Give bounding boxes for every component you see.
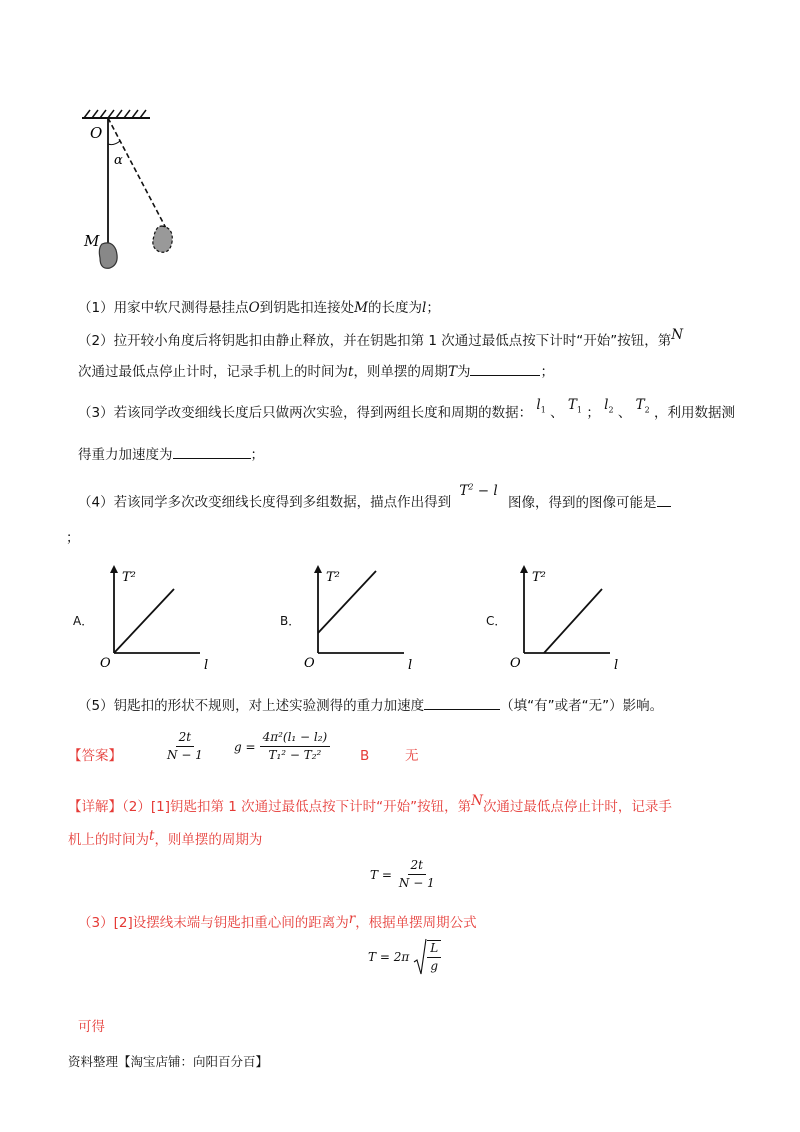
detail-equation-2: T = 2π $\frac{L}{g}$ (368, 938, 441, 976)
answer-blank-influence[interactable] (424, 695, 500, 710)
origin-label: O (510, 656, 521, 670)
answer-4: 无 (405, 748, 419, 764)
detail-line3: （3）[2]设摆线末端与钥匙扣重心间的距离为r，根据单摆周期公式 (78, 911, 477, 931)
answer-blank-period[interactable] (470, 361, 540, 376)
question-3-line2: 得重力加速度为 ； (78, 444, 264, 465)
option-c-label[interactable]: C． (486, 614, 507, 628)
detail-line2: 机上的时间为t，则单摆的周期为 (68, 828, 263, 848)
keychain-bob-displaced (153, 226, 172, 252)
question-4-line1: （4）若该同学多次改变细线长度得到多组数据，描点作出得到 $T^2 - l$ 图像，得到的图像可能是 (78, 489, 671, 513)
option-a-label[interactable]: A． (73, 614, 94, 628)
y-axis-label: T² (532, 570, 546, 585)
origin-label: O (304, 656, 315, 670)
graph-line (544, 589, 602, 653)
y-axis-arrow (110, 565, 118, 573)
graph-line (114, 589, 174, 653)
label-o: O (90, 124, 103, 142)
label-alpha: α (114, 153, 123, 168)
answer-1-fraction: $\frac{2t}{N - 1}$ (167, 730, 203, 762)
question-3-line1: （3）若该同学改变细线长度后只做两次实验，得到两组长度和周期的数据： $l_1$ 、 $T_1$ ； $l_2$ 、 $T_2$ ，利用数据测 (78, 397, 736, 421)
answer-label: 【答案】 (68, 748, 122, 764)
question-2-line2: 次通过最低点停止计时，记录手机上的时间为t，则单摆的周期T为 ； (78, 361, 554, 382)
option-b-graph[interactable] (304, 565, 424, 670)
pendulum-string-displaced (108, 118, 168, 232)
question-1: （1）用家中软尺测得悬挂点O到钥匙扣连接处M的长度为l； (78, 300, 440, 316)
answer-blank-graph[interactable] (657, 492, 671, 507)
label-m: M (84, 232, 100, 250)
answer-blank-gravity[interactable] (173, 444, 251, 459)
option-c-graph[interactable] (510, 565, 630, 670)
x-axis-label: l (614, 658, 619, 670)
sqrt-sign (413, 938, 427, 976)
option-a-graph[interactable] (100, 565, 220, 670)
footer-source: 资料整理【淘宝店铺：向阳百分百】 (68, 1054, 269, 1069)
pendulum-diagram (76, 108, 176, 278)
detail-equation-1: T = $\frac{2t}{N - 1}$ (370, 858, 435, 890)
x-axis-label: l (204, 658, 209, 670)
question-2-line1: （2）拉开较小角度后将钥匙扣由静止释放，并在钥匙扣第 1 次通过最低点按下计时“开始”按钮，第N (78, 327, 684, 349)
y-axis-arrow (520, 565, 528, 573)
y-axis-arrow (314, 565, 322, 573)
answer-3: B (360, 748, 370, 764)
question-4-end: ； (66, 530, 80, 546)
angle-arc (108, 141, 120, 145)
ceiling-hatch (82, 110, 150, 118)
option-b-label[interactable]: B． (280, 614, 301, 628)
x-axis-label: l (408, 658, 413, 670)
y-axis-label: T² (326, 570, 340, 585)
y-axis-label: T² (122, 570, 136, 585)
answer-2-formula: g = $\frac{\text{4π²(l₁ − l₂)}}{\text{T₁² − T₂²}}$ (234, 730, 330, 763)
detail-line4: 可得 (78, 1019, 105, 1035)
origin-label: O (100, 656, 111, 670)
question-5: （5）钥匙扣的形状不规则，对上述实验测得的重力加速度 （填“有”或者“无”）影响。 (78, 695, 663, 716)
keychain-bob-m (99, 243, 117, 268)
detail-line1: 【详解】（2）[1]钥匙扣第 1 次通过最低点按下计时“开始”按钮，第N次通过最低点停止计时，记录手 (68, 793, 672, 815)
